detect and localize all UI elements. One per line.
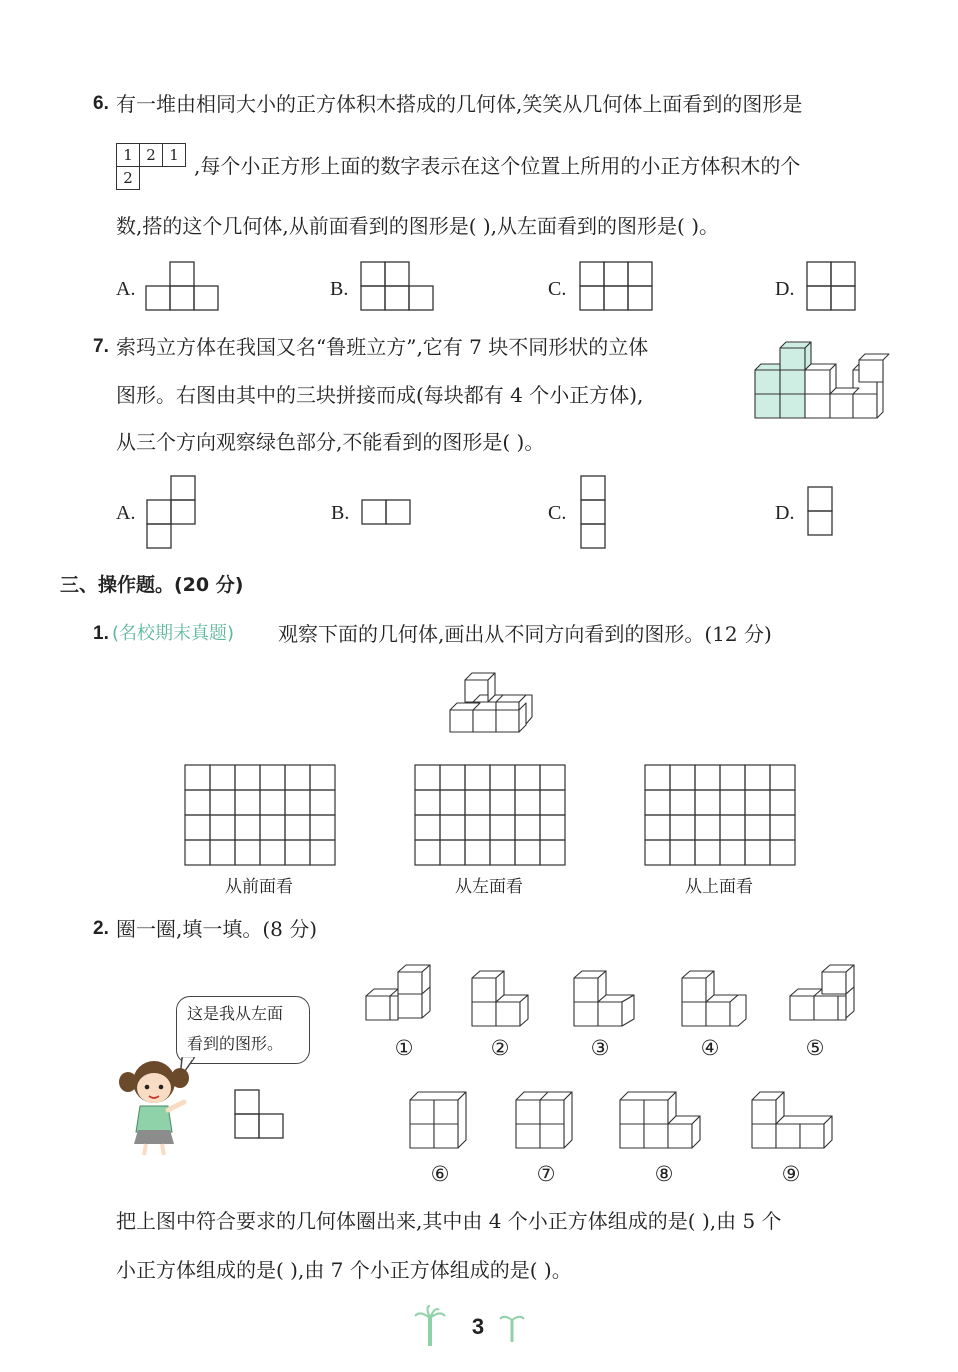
grid-cell[interactable] [670,790,695,815]
grid-cell[interactable] [415,815,440,840]
figure-8[interactable] [614,1086,710,1156]
grid-cell[interactable] [695,765,720,790]
q7-option-b-label: B. [331,502,350,524]
grid-left-view[interactable] [414,764,566,866]
grid-cell[interactable] [540,840,565,865]
grid-cell[interactable] [465,840,490,865]
q6-text-line1: 有一堆由相同大小的正方体积木搭成的几何体,笑笑从几何体上面看到的图形是 [116,92,803,116]
grid-cell[interactable] [515,765,540,790]
grid-cell: 1 [116,143,140,167]
op2-fill-line1: 把上图中符合要求的几何体圈出来,其中由 4 个小正方体组成的是( ),由 5 个 [116,1209,782,1233]
grid-cell[interactable] [260,790,285,815]
figure-number-4: ④ [700,1036,720,1060]
grid-cell: 1 [162,143,186,167]
grid-cell[interactable] [310,790,335,815]
grid-cell[interactable] [415,840,440,865]
figure-number-7: ⑦ [536,1162,556,1186]
grid-cell[interactable] [210,840,235,865]
grid-cell[interactable] [235,815,260,840]
grid-cell[interactable] [210,790,235,815]
figure-number-1: ① [394,1036,414,1060]
grid-cell[interactable] [645,765,670,790]
q7-option-d-label: D. [775,502,795,524]
grid-cell[interactable] [645,815,670,840]
grid-cell[interactable] [670,840,695,865]
speech-bubble [176,996,310,1064]
grid-cell[interactable] [745,790,770,815]
grid-cell[interactable] [210,815,235,840]
q7-option-a-figure [147,476,195,548]
op1-source-tag: (名校期末真题) [112,623,235,644]
grid-cell[interactable] [770,790,795,815]
grid-cell[interactable] [540,815,565,840]
grid-cell[interactable] [185,765,210,790]
figure-number-8: ⑧ [654,1162,674,1186]
grid-cell[interactable] [285,790,310,815]
grid-cell[interactable] [695,840,720,865]
grid-cell[interactable] [185,790,210,815]
q6-option-a-label: A. [116,278,136,300]
q7-soma-cube-figure [752,340,888,420]
q6-option-c-figure [580,262,652,310]
grid-cell[interactable] [465,815,490,840]
q6-text-line3: 数,搭的这个几何体,从前面看到的图形是( ),从左面看到的图形是( )。 [116,214,719,238]
grid-cell: 2 [139,143,163,167]
girl-illustration [118,1056,196,1156]
grid-cell[interactable] [415,790,440,815]
grid-cell[interactable] [490,765,515,790]
figure-5[interactable] [786,962,862,1028]
q7-option-b-figure [362,500,410,524]
grid-front-view[interactable] [184,764,336,866]
q7-option-d-figure [808,487,832,535]
grid-cell[interactable] [185,840,210,865]
q6-option-b-label: B. [330,278,349,300]
grid-cell[interactable] [235,840,260,865]
grid-cell[interactable] [260,765,285,790]
grid-cell[interactable] [285,765,310,790]
grid-cell[interactable] [540,765,565,790]
grid-cell[interactable] [440,815,465,840]
grid-cell[interactable] [695,790,720,815]
label-front-view: 从前面看 [225,877,293,897]
grid-top-view[interactable] [644,764,796,866]
grid-cell[interactable] [515,840,540,865]
grid-cell[interactable] [770,815,795,840]
q7-option-a-label: A. [116,502,136,524]
figure-6[interactable] [404,1086,476,1156]
grid-cell[interactable] [670,815,695,840]
grid-cell[interactable] [770,765,795,790]
left-view-shape [235,1090,283,1138]
q7-number: 7. [93,336,109,357]
op2-number: 2. [93,918,109,939]
grid-cell[interactable] [515,815,540,840]
q6-option-b-figure [361,262,433,310]
palm-tree-left-icon [415,1306,445,1346]
op2-fill-line2: 小正方体组成的是( ),由 7 个小正方体组成的是( )。 [116,1258,572,1282]
palm-tree-right-icon [500,1312,524,1342]
q6-option-a-figure [146,262,218,310]
grid-cell[interactable] [490,815,515,840]
grid-cell[interactable] [235,765,260,790]
grid-cell[interactable] [310,765,335,790]
q7-text-line2: 图形。右图由其中的三块拼接而成(每块都有 4 个小正方体), [116,383,644,407]
label-top-view: 从上面看 [685,877,753,897]
figure-1[interactable] [360,962,440,1028]
page-number: 3 [471,1314,485,1339]
q6-top-view-grid [116,143,188,189]
q7-text-line3: 从三个方向观察绿色部分,不能看到的图形是( )。 [116,430,545,454]
grid-cell[interactable] [465,765,490,790]
grid-cell[interactable] [285,815,310,840]
q6-text-line2: ,每个小正方形上面的数字表示在这个位置上所用的小正方体积木的个 [194,154,801,178]
grid-cell[interactable] [490,790,515,815]
grid-cell[interactable] [720,790,745,815]
op2-text: 圈一圈,填一填。(8 分) [116,917,318,941]
grid-cell[interactable] [440,840,465,865]
q7-text-line1: 索玛立方体在我国又名“鲁班立方”,它有 7 块不同形状的立体 [116,335,649,359]
grid-cell[interactable] [645,840,670,865]
grid-cell[interactable] [490,840,515,865]
figure-7[interactable] [510,1086,582,1156]
figure-9[interactable] [746,1086,838,1156]
figure-2[interactable] [466,966,536,1028]
grid-cell[interactable] [645,790,670,815]
op1-number: 1. [93,623,109,644]
grid-cell[interactable] [540,790,565,815]
section-3-title: 三、操作题。(20 分) [60,574,244,596]
grid-cell[interactable] [770,840,795,865]
figure-number-2: ② [490,1036,510,1060]
grid-cell[interactable] [310,840,335,865]
label-left-view: 从左面看 [455,877,523,897]
q7-option-c-label: C. [548,502,567,524]
grid-cell[interactable] [745,765,770,790]
grid-cell[interactable] [515,790,540,815]
q7-option-c-figure [581,476,605,548]
grid-cell[interactable] [260,815,285,840]
grid-cell[interactable] [235,790,260,815]
figure-number-5: ⑤ [805,1036,825,1060]
grid-cell: 2 [116,166,140,190]
grid-cell[interactable] [415,765,440,790]
grid-cell[interactable] [440,790,465,815]
grid-cell[interactable] [745,840,770,865]
q6-number: 6. [93,93,109,114]
grid-cell[interactable] [720,765,745,790]
q6-option-d-label: D. [775,278,795,300]
bubble-line2: 看到的图形。 [187,1034,284,1053]
grid-cell[interactable] [440,765,465,790]
grid-cell[interactable] [465,790,490,815]
grid-cell[interactable] [260,840,285,865]
figure-number-6: ⑥ [430,1162,450,1186]
grid-cell[interactable] [210,765,235,790]
grid-cell[interactable] [720,840,745,865]
grid-cell[interactable] [185,815,210,840]
op1-solid-figure [444,666,536,736]
figure-4[interactable] [676,966,750,1028]
grid-cell[interactable] [745,815,770,840]
figure-number-9: ⑨ [781,1162,801,1186]
figure-number-3: ③ [590,1036,610,1060]
bubble-line1: 这是我从左面 [187,1004,284,1023]
grid-cell[interactable] [695,815,720,840]
q6-option-c-label: C. [548,278,567,300]
grid-cell[interactable] [310,815,335,840]
figure-3[interactable] [568,966,642,1028]
grid-cell[interactable] [670,765,695,790]
grid-cell[interactable] [285,840,310,865]
op1-text: 观察下面的几何体,画出从不同方向看到的图形。(12 分) [278,622,772,646]
grid-cell[interactable] [720,815,745,840]
q6-option-d-figure [807,262,855,310]
